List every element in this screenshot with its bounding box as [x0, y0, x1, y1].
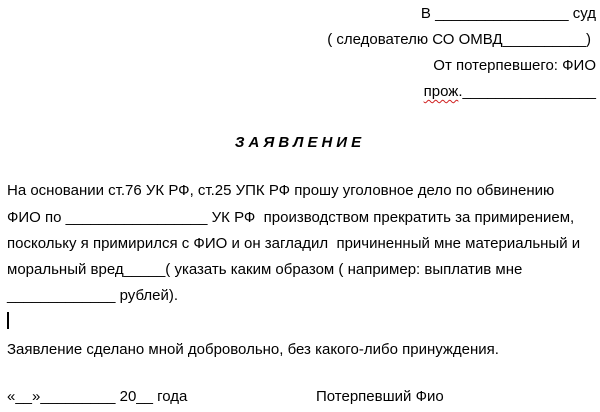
body-line-4: моральный вред_____( указать каким образом ( например: выплатив мне [7, 261, 523, 278]
body-line-2: ФИО по _________________ УК РФ производством прекратить за примирением, [7, 209, 575, 226]
voluntary-statement: Заявление сделано мной добровольно, без какого-либо принуждения. [7, 341, 499, 358]
document-title: ЗАЯВЛЕНИЕ [234, 134, 366, 151]
signature-line: Потерпевший Фио [316, 388, 444, 405]
residence-blank: .________________ [458, 83, 596, 100]
body-line-5: _____________ рублей). [7, 287, 179, 304]
residence-line [424, 82, 596, 102]
court-line: В ________________ суд [420, 5, 596, 22]
investigator-line: ( следователю СО ОМВД__________) [327, 31, 591, 48]
text-cursor [7, 312, 9, 329]
body-line-3: поскольку я примирился с ФИО и он загладил причиненный мне материальный и [7, 235, 581, 252]
date-line: «__»_________ 20__ года [7, 388, 188, 405]
residence-prefix: прож [423, 83, 459, 100]
body-line-1: На основании ст.76 УК РФ, ст.25 УПК РФ прошу уголовное дело по обвинению [7, 182, 555, 199]
from-victim-line: От потерпевшего: ФИО [433, 57, 596, 74]
